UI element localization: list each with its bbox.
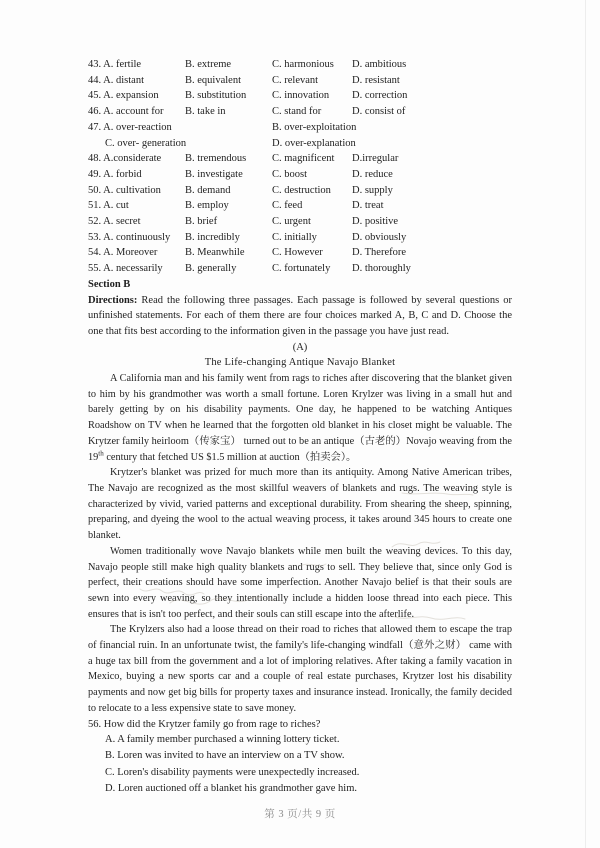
cloze-row-51 (88, 198, 512, 214)
option-cell: D. ambitious (352, 59, 407, 70)
option-cell: B. over-exploitation (272, 121, 357, 133)
option-cell: C. harmonious (272, 59, 334, 70)
page-edge-line (585, 0, 586, 848)
passage-paragraph-4: The Krylzers also had a loose thread on their road to riches that allowed them to escape the trap of financial ruin. In an unfortunate twist, the family's life-changing windfall（意外之财） came with a huge tax bill from the government and a lot of imploring relatives. After taking a family vacation in Mexico, buying a new sports car and a couple of real estate purchases, Krytzer lost his disability payments and now get big bills for property taxes and insurance instead. Ironically, the family decided to relocate to a less expensive state to save money. (88, 624, 512, 714)
option-cell: C. urgent (272, 216, 311, 228)
cloze-row-49 (88, 167, 512, 183)
option-cell: B. brief (185, 216, 218, 228)
option-cell: 50. A. cultivation (88, 184, 161, 196)
option-cell: 46. A. account for (88, 106, 164, 118)
option-cell: 52. A. secret (88, 216, 141, 228)
paragraph-text: A California man and his family went from rags to riches after discovering that the blanket given to him by his grandmother was worth a small fortune. Loren Krylzer was living in a small hut and barely getting by on his disability payments. One day, he happened to be watching Antiques Roadshow on TV when he learned that the forgotten old blanket in his closet might be valuable. The Krytzer family heirloom（传家宝） turned out to be an antique（古老的）Novajo weaving from the 19 (88, 373, 512, 463)
option-cell: 45. A. expansion (88, 90, 159, 102)
option-cell: 44. A. distant (88, 74, 145, 86)
option-cell: C. destruction (272, 184, 331, 196)
question-56-stem: 56. How did the Krytzer family go from rage to riches? (88, 718, 321, 730)
cloze-row-45 (88, 88, 512, 104)
option-cell: B. Meanwhile (185, 247, 245, 259)
superscript-th: th (98, 449, 104, 458)
option-cell: 43. A. fertile (88, 59, 142, 70)
option-cell: D. over-explanation (272, 137, 356, 149)
option-cell: D. thoroughly (352, 263, 411, 275)
option-cell: B. take in (185, 106, 226, 118)
option-cell: B. tremendous (185, 153, 247, 165)
option-cell: B. extreme (185, 59, 232, 70)
question-56-option-d: D. Loren auctioned off a blanket his grandmother gave him. (105, 782, 358, 794)
option-cell: B. generally (185, 263, 237, 275)
option-cell: D. correction (352, 90, 408, 102)
option-cell: 54. A. Moreover (88, 247, 158, 259)
page-number-footer: 第 3 页/共 9 页 (264, 809, 336, 820)
option-cell: B. demand (185, 184, 231, 196)
cloze-row-43 (88, 57, 512, 73)
cloze-row-48 (88, 151, 512, 167)
option-cell: D. treat (352, 200, 384, 212)
option-cell: D. Therefore (352, 247, 407, 259)
section-b-heading: Section B (88, 278, 131, 290)
option-cell: C. magnificent (272, 153, 335, 165)
option-cell: D. positive (352, 216, 399, 228)
cloze-row-47-line2 (88, 136, 512, 152)
cloze-row-55 (88, 261, 512, 277)
option-cell: D. consist of (352, 106, 406, 118)
cloze-row-52 (88, 214, 512, 230)
cloze-row-53 (88, 230, 512, 246)
option-cell: C. However (272, 247, 323, 259)
passage-paragraph-2: Krytzer's blanket was prized for much more than its antiquity. Among Native American tribes, The Navajo are recognized as the most skillful weavers of blankets and rugs. The weaving style is characterized by vivid, varied patterns and exceptional durability. From shearing the sheep, spinning, preparing, and dyeing the wool to the actual weaving process, it takes around 345 hours to create one blanket. (88, 467, 512, 542)
passage-title: The Life-changing Antique Navajo Blanket (204, 357, 396, 369)
directions-paragraph (88, 293, 512, 340)
option-cell: 51. A. cut (88, 200, 129, 212)
directions-text: Read the following three passages. Each passage is followed by several questions or unfinished statements. For each of them there are four choices marked A, B, C and D. Choose the one that fits best according to the information given in the passage you have just read. (88, 294, 512, 337)
passage-paragraph-1 (88, 371, 512, 465)
cloze-row-54 (88, 245, 512, 261)
question-56-option-b: B. Loren was invited to have an interview on a TV show. (105, 750, 345, 762)
paragraph-text: century that fetched US $1.5 million at auction（拍卖会）。 (103, 451, 357, 463)
option-cell: 48. A.considerate (88, 153, 162, 165)
option-cell: B. investigate (185, 168, 243, 180)
option-cell: C. stand for (272, 106, 322, 118)
question-56-option-a: A. A family member purchased a winning lottery ticket. (105, 734, 340, 746)
option-cell: C. relevant (272, 74, 319, 86)
option-cell: D. obviously (352, 231, 407, 243)
option-cell: B. substitution (185, 90, 247, 102)
cloze-row-46 (88, 104, 512, 120)
passage-marker: (A) (292, 341, 308, 353)
option-cell: C. over- generation (105, 137, 187, 149)
option-cell: D. resistant (352, 74, 400, 86)
option-cell: B. employ (185, 200, 229, 212)
option-cell: C. feed (272, 200, 303, 212)
option-cell: 47. A. over-reaction (88, 121, 172, 133)
option-cell: 49. A. forbid (88, 168, 142, 180)
option-cell: C. innovation (272, 90, 330, 102)
cloze-row-47-line1 (88, 120, 512, 136)
option-cell: 53. A. continuously (88, 231, 171, 243)
option-cell: 55. A. necessarily (88, 263, 163, 275)
cloze-row-50 (88, 183, 512, 199)
option-cell: C. boost (272, 168, 308, 180)
exam-content (88, 57, 512, 797)
question-56-option-c: C. Loren's disability payments were unexpectedly increased. (105, 766, 360, 778)
directions-label: Directions: (88, 294, 138, 306)
option-cell: D.irregular (352, 153, 399, 165)
option-cell: B. incredibly (185, 231, 240, 243)
passage-paragraph-3: Women traditionally wove Navajo blankets while men built the weaving devices. To this day, Navajo people still make high quality blankets and rugs to sell. They believe that, since only God is perfect, their creations should have some imperfection. Another Navajo belief is that their souls are sewn into every weaving, so they intentionally include a hidden loose thread into each piece. This ensures that is isn't too perfect, and their souls can still escape into the afterlife. (88, 545, 512, 620)
option-cell: C. fortunately (272, 263, 331, 275)
option-cell: C. initially (272, 231, 317, 243)
option-cell: D. supply (352, 184, 393, 196)
option-cell: B. equivalent (185, 74, 241, 86)
cloze-row-44 (88, 73, 512, 89)
option-cell: D. reduce (352, 168, 393, 180)
